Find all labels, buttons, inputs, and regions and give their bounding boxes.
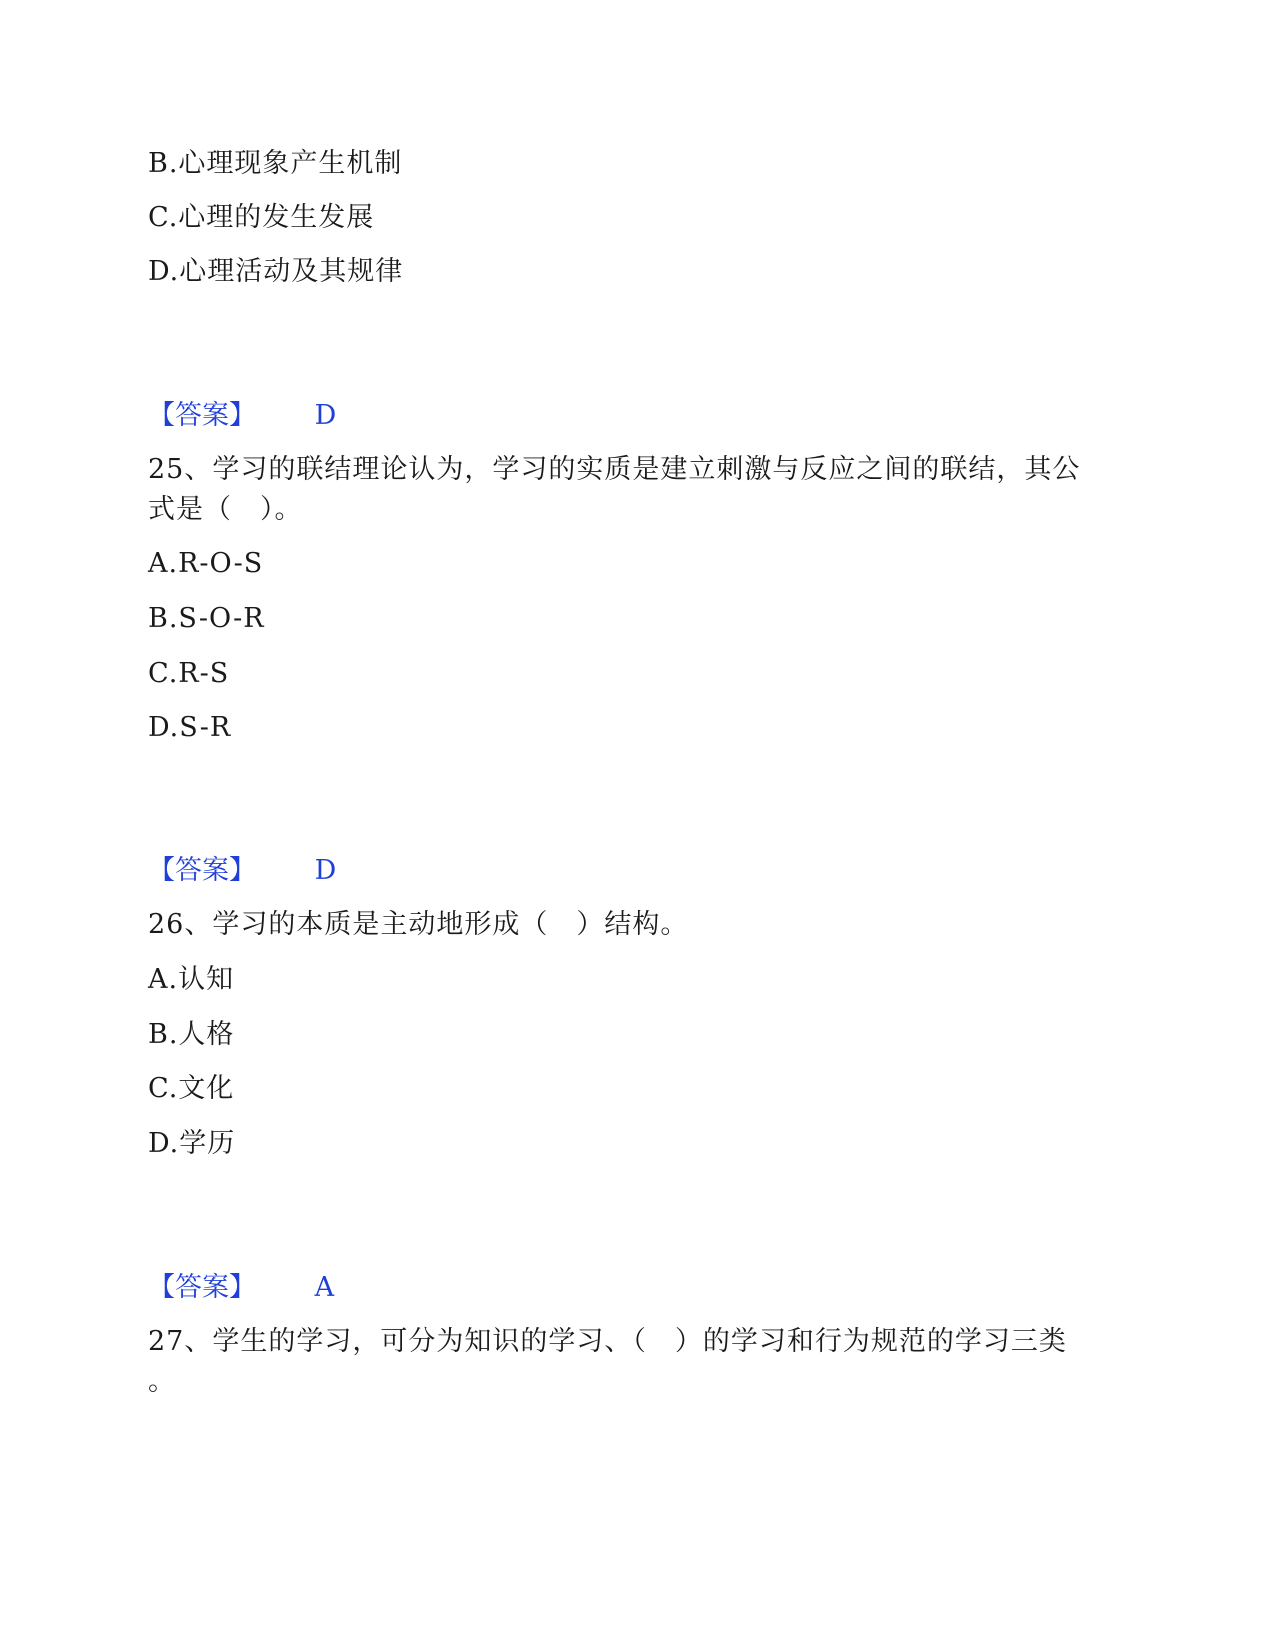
question-text: 27、学生的学习，可分为知识的学习、（ ）的学习和行为规范的学习三类 [148, 1326, 1067, 1357]
option-d: D.学历 [148, 1128, 236, 1159]
question-text-continued: 。 [148, 1366, 176, 1397]
option-d: D.心理活动及其规律 [148, 256, 404, 287]
answer-label: 【答案】 [148, 400, 256, 431]
answer-value: D [314, 855, 337, 886]
answer-line [148, 853, 336, 889]
option-a: A.R-O-S [148, 548, 264, 579]
option-c: C.R-S [148, 658, 230, 689]
answer-value: A [314, 1272, 335, 1303]
question-text: 26、学习的本质是主动地形成（ ）结构。 [148, 909, 689, 940]
answer-label: 【答案】 [148, 855, 256, 886]
answer-label: 【答案】 [148, 1272, 256, 1303]
option-d: D.S-R [148, 712, 232, 743]
option-c: C.文化 [148, 1073, 235, 1104]
answer-value: D [314, 400, 337, 431]
option-c: C.心理的发生发展 [148, 202, 375, 233]
option-b: B.S-O-R [148, 603, 265, 634]
option-b: B.人格 [148, 1019, 235, 1050]
question-text-continued: 式是（ ）。 [148, 494, 303, 525]
option-b: B.心理现象产生机制 [148, 148, 403, 179]
question-text: 25、学习的联结理论认为，学习的实质是建立刺激与反应之间的联结，其公 [148, 454, 1081, 485]
option-a: A.认知 [148, 964, 235, 995]
answer-line [148, 398, 336, 434]
answer-line [148, 1270, 334, 1306]
